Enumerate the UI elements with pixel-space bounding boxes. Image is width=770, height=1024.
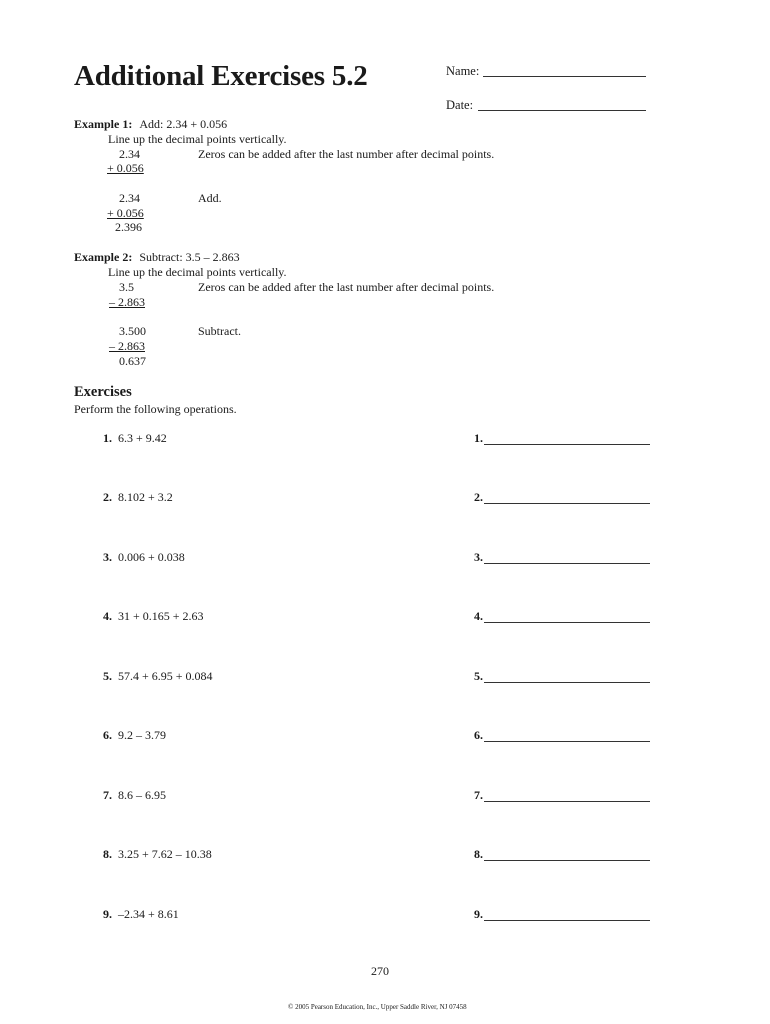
exercise-expression: –2.34 + 8.61 [118, 907, 179, 921]
answer-field[interactable] [484, 741, 650, 742]
exercise-expression: 57.4 + 6.95 + 0.084 [118, 669, 213, 683]
exercise-item [0, 788, 770, 804]
exercise-item [0, 907, 770, 923]
answer-number: 5. [474, 669, 483, 683]
exercise-number: 1. [103, 431, 112, 445]
exercise-number: 7. [103, 788, 112, 802]
page-title: Additional Exercises 5.2 [74, 60, 368, 92]
exercise-item [0, 847, 770, 863]
exercise-item [0, 669, 770, 685]
example1-instruction: Line up the decimal points vertically. [108, 132, 287, 146]
exercise-problem [103, 907, 179, 922]
exercise-problem [103, 788, 166, 803]
exercise-number: 5. [103, 669, 112, 683]
example1-step1-top: 2.34 [119, 147, 140, 161]
answer-number: 7. [474, 788, 483, 802]
exercise-item [0, 550, 770, 566]
answer-number: 2. [474, 490, 483, 504]
exercise-problem [103, 609, 204, 624]
date-field[interactable] [478, 110, 646, 111]
date-label: Date: [446, 98, 474, 112]
exercise-item [0, 490, 770, 506]
answer-number: 6. [474, 728, 483, 742]
exercise-expression: 6.3 + 9.42 [118, 431, 167, 445]
example1-step1-note: Zeros can be added after the last number after decimal points. [198, 147, 495, 161]
example1-step1-bottom: + 0.056 [107, 161, 144, 175]
name-field[interactable] [483, 76, 646, 77]
answer-number: 9. [474, 907, 483, 921]
answer-field[interactable] [484, 920, 650, 921]
exercises-heading: Exercises [74, 384, 132, 400]
exercise-problem [103, 490, 173, 505]
exercise-expression: 8.6 – 6.95 [118, 788, 166, 802]
answer-field[interactable] [484, 622, 650, 623]
exercise-number: 9. [103, 907, 112, 921]
answer-number: 3. [474, 550, 483, 564]
exercise-number: 2. [103, 490, 112, 504]
name-label: Name: [446, 64, 480, 78]
exercise-problem [103, 550, 185, 565]
example1-step2-top: 2.34 [119, 191, 140, 205]
answer-field[interactable] [484, 860, 650, 861]
page-number: 270 [371, 964, 389, 978]
exercise-number: 3. [103, 550, 112, 564]
example2-step1-top: 3.5 [119, 280, 134, 294]
answer-field[interactable] [484, 444, 650, 445]
exercise-number: 4. [103, 609, 112, 623]
example2-problem: Subtract: 3.5 – 2.863 [139, 250, 240, 264]
exercise-number: 8. [103, 847, 112, 861]
exercise-expression: 31 + 0.165 + 2.63 [118, 609, 204, 623]
example1-step2-note: Add. [198, 191, 222, 205]
example2-heading: Example 2: [74, 250, 133, 264]
example1-result: 2.396 [115, 220, 142, 234]
example2-result: 0.637 [119, 354, 146, 368]
example2-line [74, 250, 240, 265]
example2-step1-note: Zeros can be added after the last number after decimal points. [198, 280, 495, 294]
answer-field[interactable] [484, 682, 650, 683]
exercise-problem [103, 728, 166, 743]
exercise-problem [103, 669, 213, 684]
exercise-item [0, 609, 770, 625]
exercise-item [0, 431, 770, 447]
answer-number: 8. [474, 847, 483, 861]
example2-step2-note: Subtract. [198, 324, 241, 338]
exercise-expression: 0.006 + 0.038 [118, 550, 185, 564]
exercise-number: 6. [103, 728, 112, 742]
answer-field[interactable] [484, 563, 650, 564]
exercise-expression: 3.25 + 7.62 – 10.38 [118, 847, 212, 861]
exercises-instruction: Perform the following operations. [74, 402, 237, 416]
exercise-problem [103, 431, 167, 446]
example2-step2-bottom: – 2.863 [109, 339, 145, 353]
answer-number: 1. [474, 431, 483, 445]
copyright-notice: © 2005 Pearson Education, Inc., Upper Saddle River, NJ 07458 [288, 1003, 467, 1011]
answer-field[interactable] [484, 503, 650, 504]
example2-step2-top: 3.500 [119, 324, 146, 338]
exercise-expression: 8.102 + 3.2 [118, 490, 173, 504]
exercise-expression: 9.2 – 3.79 [118, 728, 166, 742]
example2-instruction: Line up the decimal points vertically. [108, 265, 287, 279]
exercise-item [0, 728, 770, 744]
example1-heading: Example 1: [74, 117, 133, 131]
answer-number: 4. [474, 609, 483, 623]
example1-problem: Add: 2.34 + 0.056 [139, 117, 228, 131]
answer-field[interactable] [484, 801, 650, 802]
exercise-problem [103, 847, 212, 862]
example1-line [74, 117, 227, 132]
example2-step1-bottom: – 2.863 [109, 295, 145, 309]
example1-step2-bottom: + 0.056 [107, 206, 144, 220]
